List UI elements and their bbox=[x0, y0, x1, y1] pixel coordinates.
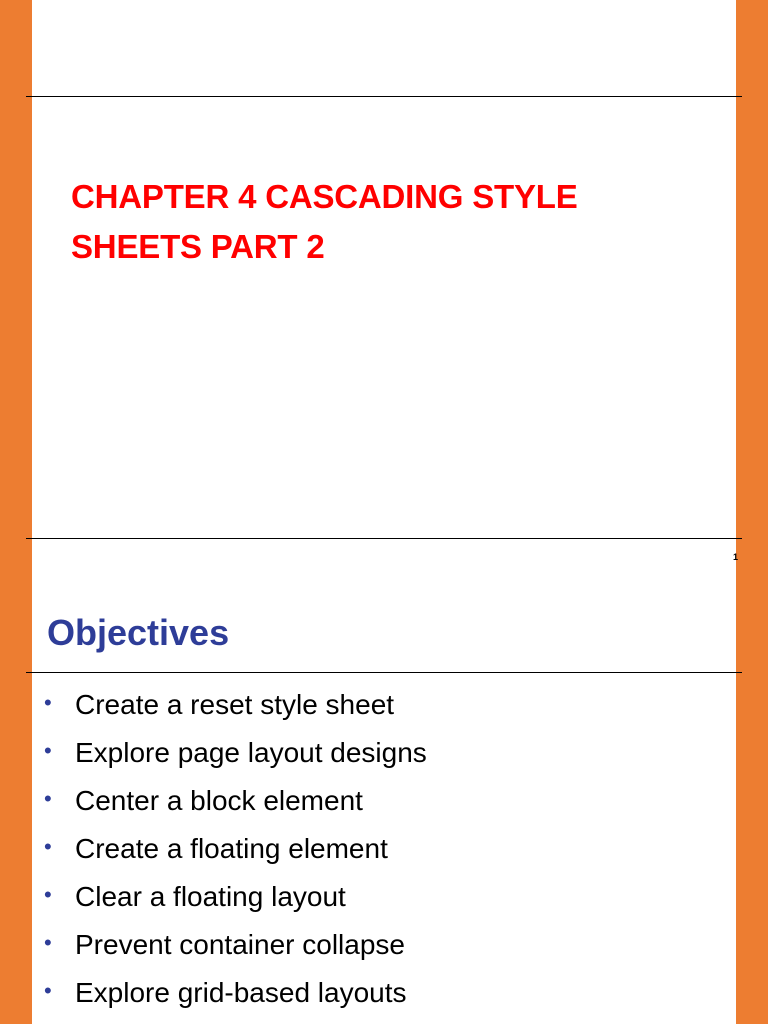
bullet-icon: • bbox=[44, 786, 52, 811]
objectives-heading-rule bbox=[26, 672, 742, 673]
slide1-title bbox=[71, 172, 671, 272]
bullet-icon: • bbox=[44, 978, 52, 1003]
left-orange-bar bbox=[0, 0, 32, 1024]
slide1-top-rule bbox=[26, 96, 742, 97]
objectives-heading: Objectives bbox=[47, 612, 230, 653]
objective-text: Clear a floating layout bbox=[75, 881, 346, 912]
bullet-icon: • bbox=[44, 930, 52, 955]
objective-item bbox=[44, 683, 724, 731]
objective-item bbox=[44, 731, 724, 779]
right-orange-bar bbox=[736, 0, 768, 1024]
objective-text: Explore page layout designs bbox=[75, 737, 427, 768]
objective-text: Create a floating element bbox=[75, 833, 388, 864]
slide1-title-line2: SHEETS PART 2 bbox=[71, 228, 325, 265]
bullet-icon: • bbox=[44, 690, 52, 715]
slide1-title-line1: CHAPTER 4 CASCADING STYLE bbox=[71, 178, 578, 215]
objective-item bbox=[44, 971, 724, 1019]
objective-text: Prevent container collapse bbox=[75, 929, 405, 960]
bullet-icon: • bbox=[44, 834, 52, 859]
objective-item bbox=[44, 875, 724, 923]
bullet-icon: • bbox=[44, 882, 52, 907]
slide-number: 1 bbox=[733, 552, 739, 562]
objective-item bbox=[44, 923, 724, 971]
bullet-icon: • bbox=[44, 738, 52, 763]
slide-divider-rule bbox=[26, 538, 742, 539]
objectives-list bbox=[44, 683, 724, 1019]
objective-text: Create a reset style sheet bbox=[75, 689, 395, 720]
objective-item bbox=[44, 779, 724, 827]
objective-item bbox=[44, 827, 724, 875]
objective-text: Explore grid-based layouts bbox=[75, 977, 407, 1008]
objective-text: Center a block element bbox=[75, 785, 363, 816]
